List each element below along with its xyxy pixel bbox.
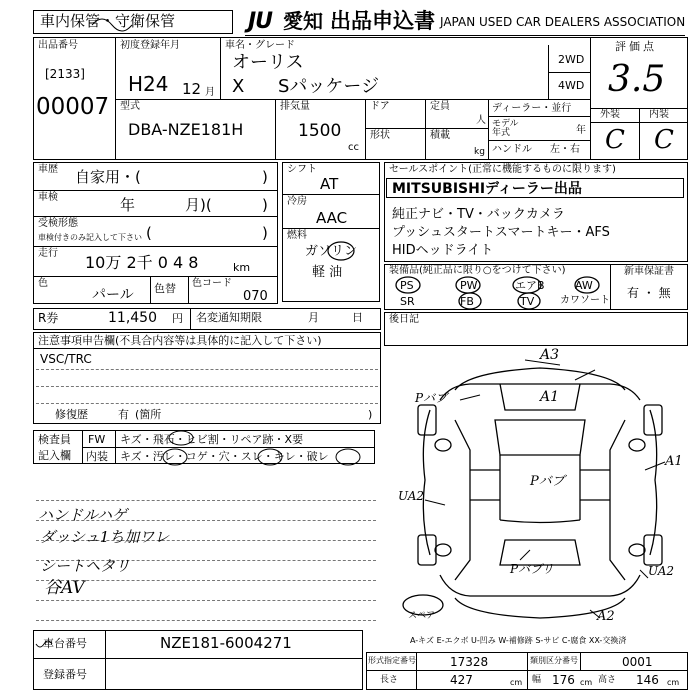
div — [282, 194, 380, 195]
div — [365, 99, 366, 160]
displacement-unit: cc — [348, 142, 359, 153]
equip-airbag: エアB — [515, 279, 545, 292]
sales-point-1: MITSUBISHIディーラー出品 — [392, 181, 582, 197]
div — [282, 228, 380, 229]
repair-value: 有 — [118, 408, 129, 421]
tax-label: R券 — [38, 311, 59, 325]
interior-check-label: 内装 — [86, 450, 108, 463]
diagram-u-left: UA2 — [398, 489, 425, 503]
model-label: 型式 — [120, 101, 140, 112]
ac-value: AAC — [316, 209, 348, 227]
diagram-legend: A-キズ E-エクボ U-凹み W-補修跡 S-サビ C-腐食 XX-交換済 — [410, 636, 627, 645]
rule — [36, 500, 376, 501]
rule — [36, 369, 378, 370]
equip-aw: AW — [575, 279, 593, 292]
rule — [36, 580, 376, 581]
inspector-note-1: ハンドルハゲ — [38, 506, 127, 524]
inspection-label: 車検 — [38, 192, 58, 203]
new-car-warranty-value: 有 ・ 無 — [627, 286, 671, 300]
div — [33, 216, 278, 217]
diagram-u-right: UA2 — [648, 564, 675, 578]
color-label: 色 — [38, 278, 48, 289]
car-grade-b: Sパッケージ — [278, 76, 380, 97]
score-value: 3.5 — [608, 59, 666, 100]
interior-label: 内装 — [649, 109, 669, 120]
width-value: 176 — [552, 673, 575, 687]
div — [150, 276, 151, 304]
mileage-value: 10万 2千 0 4 8 — [85, 253, 199, 272]
diagram-pbuff-left: Pバブ — [415, 391, 448, 405]
entry-label: 出品番号 — [38, 40, 78, 51]
exterior-label: 外装 — [600, 109, 620, 120]
capacity-label: 定員 — [430, 101, 450, 112]
color-change-label: 色替 — [154, 282, 176, 295]
handle-value: 左・右 — [550, 144, 580, 155]
fuel-diesel: 軽 油 — [312, 265, 343, 280]
rear-notes-block — [384, 312, 688, 346]
div — [33, 190, 278, 191]
div — [188, 276, 189, 304]
inspector-note-4: 谷AV — [44, 578, 85, 598]
height-unit: cm — [667, 678, 680, 687]
score-label: 評価点 — [615, 40, 657, 53]
registration-month-unit: 月 — [205, 87, 215, 98]
div — [639, 108, 640, 160]
fw-label: FW — [88, 433, 106, 446]
shift-label: シフト — [287, 164, 317, 175]
color-value: パール — [92, 287, 134, 303]
org-name: 愛知 — [283, 9, 323, 33]
inspector-note-2: ダッシュ1ち加ワレ — [40, 528, 170, 546]
inspector-label-2: 記入欄 — [38, 449, 71, 462]
fuel-label: 燃料 — [287, 230, 307, 241]
inspection-year: 年 — [120, 196, 136, 214]
div — [548, 72, 590, 73]
interior-check-text: キズ・汚レ・コゲ・穴・スレ・キレ・破レ — [120, 450, 329, 463]
repair-close: ) — [368, 408, 373, 421]
div — [590, 37, 591, 160]
car-name: オーリス — [232, 52, 304, 73]
drive-2wd: 2WD — [558, 53, 585, 66]
width-unit: cm — [580, 678, 593, 687]
diagram-a1-top: A1 — [540, 389, 560, 405]
exterior-score: C — [605, 125, 625, 155]
drive-4wd: 4WD — [558, 79, 585, 92]
diagram-spare: スペア — [408, 611, 436, 621]
model-year-unit: 年 — [576, 125, 586, 136]
inspection-month: 月)( — [185, 196, 212, 214]
div — [488, 140, 590, 141]
equip-tv: TV — [520, 295, 535, 308]
handle-label: ハンドル — [492, 144, 532, 155]
tax-unit: 円 — [172, 312, 183, 325]
diagram-pbuff-center: Pバブ — [530, 474, 565, 489]
div — [488, 116, 590, 117]
class-value: 0001 — [622, 655, 653, 669]
shape-label: 形状 — [370, 130, 390, 141]
length-label: 長さ — [380, 675, 399, 685]
div — [190, 308, 191, 330]
class-label: 類別区分番号 — [530, 656, 578, 665]
form-label: 受検形態 — [38, 218, 78, 229]
rule — [36, 600, 376, 601]
equip-ps: PS — [400, 279, 414, 292]
div — [488, 99, 489, 160]
shift-value: AT — [320, 175, 339, 193]
equip-pw: PW — [460, 279, 478, 292]
history-value: 自家用・( — [75, 168, 141, 186]
car-label: 車名・グレード — [225, 40, 295, 51]
registration-label: 初度登録年月 — [120, 40, 180, 51]
div — [115, 99, 590, 100]
entry-number: 00007 — [36, 94, 110, 120]
form-close: ) — [262, 224, 268, 242]
height-value: 146 — [636, 673, 659, 687]
width-label: 幅 — [532, 675, 542, 685]
notes-label: 注意事項申告欄(不具合内容等は具体的に記入して下さい) — [38, 334, 322, 347]
inspection-close: ) — [262, 196, 268, 214]
diagram-a2: A2 — [597, 609, 615, 624]
equip-sr: SR — [400, 295, 415, 308]
sales-point-3: プッシュスタートスマートキー・AFS — [392, 225, 610, 240]
entry-code: [2133] — [45, 67, 85, 81]
load-label: 積載 — [430, 130, 450, 141]
doors-label: ドア — [370, 101, 390, 112]
fw-text: キズ・飛石・ヒビ割・リペア跡・X要 — [120, 433, 304, 446]
equip-other: カワソート — [560, 295, 610, 306]
displacement-label: 排気量 — [280, 101, 310, 112]
ju-logo: JU — [248, 9, 273, 34]
doc-title: 出品申込書 — [330, 9, 435, 33]
div — [33, 246, 278, 247]
diagram-a1-right: A1 — [665, 454, 683, 469]
div — [33, 276, 278, 277]
registration-era-year: H24 — [128, 72, 169, 96]
color-code-label: 色コード — [192, 278, 232, 289]
color-code: 070 — [243, 289, 268, 304]
div — [275, 99, 276, 160]
name-change-month: 月 — [308, 311, 319, 324]
height-label: 高さ — [598, 675, 617, 685]
length-value: 427 — [450, 673, 473, 687]
chassis-number: NZE181-6004271 — [160, 634, 292, 652]
type-label: 形式指定番号 — [368, 656, 416, 665]
displacement-value: 1500 — [298, 121, 342, 141]
mileage-unit: km — [233, 261, 251, 274]
capacity-unit: 人 — [476, 115, 486, 126]
header-rule — [245, 35, 685, 36]
sales-point-2: 純正ナビ・TV・バックカメラ — [392, 207, 565, 222]
div — [416, 652, 417, 690]
name-change-label: 名変通知期限 — [196, 311, 262, 324]
history-label: 車歴 — [38, 164, 58, 175]
div — [33, 348, 381, 349]
div — [365, 128, 488, 129]
div — [82, 447, 375, 448]
fuel-gasoline: ガソリン — [305, 244, 358, 259]
rule — [36, 620, 376, 621]
equip-fb: FB — [460, 295, 474, 308]
chassis-label: 車台番号 — [43, 637, 87, 650]
mileage-label: 走行 — [38, 248, 58, 259]
notes-line-1: VSC/TRC — [40, 352, 92, 366]
length-unit: cm — [510, 678, 523, 687]
type-value: 17328 — [450, 655, 489, 669]
repair-label: 修復歴 — [55, 408, 88, 421]
storage-label: 車内保管・守衛保管 — [40, 12, 176, 30]
model-value: DBA-NZE181H — [128, 120, 244, 139]
form-open: ( — [146, 224, 152, 242]
sales-label: セールスポイント(正常に機能するものに限ります) — [389, 164, 616, 175]
interior-score: C — [654, 125, 674, 155]
tax-amount: 11,450 — [108, 310, 157, 326]
rule — [36, 403, 378, 404]
dealer-label: ディーラー・並行 — [492, 103, 572, 114]
div — [580, 652, 581, 670]
car-grade-a: X — [232, 76, 245, 97]
registration-month: 12 — [182, 80, 202, 98]
name-change-day: 日 — [352, 311, 363, 324]
equipment-label: 装備品(純正品に限り○をつけて下さい) — [389, 265, 566, 276]
div — [425, 99, 426, 160]
diagram-pbuff-bottom: Pバブリ — [510, 562, 554, 576]
history-close: ) — [262, 168, 268, 186]
new-car-warranty-label: 新車保証書 — [624, 266, 674, 277]
model-year-label: モデル年式 — [492, 119, 519, 138]
div — [105, 630, 106, 690]
rear-notes-label: 後日記 — [389, 314, 419, 325]
div — [220, 37, 221, 99]
div — [527, 652, 528, 690]
div — [610, 264, 611, 310]
form-note: 車検付きのみ記入して下さい — [38, 233, 142, 242]
repair-open: (箇所 — [135, 408, 162, 421]
association-name: JAPAN USED CAR DEALERS ASSOCIATION — [440, 15, 686, 29]
rule — [36, 386, 378, 387]
div — [33, 658, 363, 659]
diagram-a3: A3 — [540, 347, 560, 363]
ac-label: 冷房 — [287, 196, 307, 207]
sales-point-4: HIDヘッドライト — [392, 243, 494, 258]
inspector-label-1: 検査員 — [38, 433, 71, 446]
load-unit: kg — [474, 147, 485, 157]
inspector-note-3: シートヘタリ — [40, 557, 131, 575]
registration-number-label: 登録番号 — [43, 668, 87, 681]
